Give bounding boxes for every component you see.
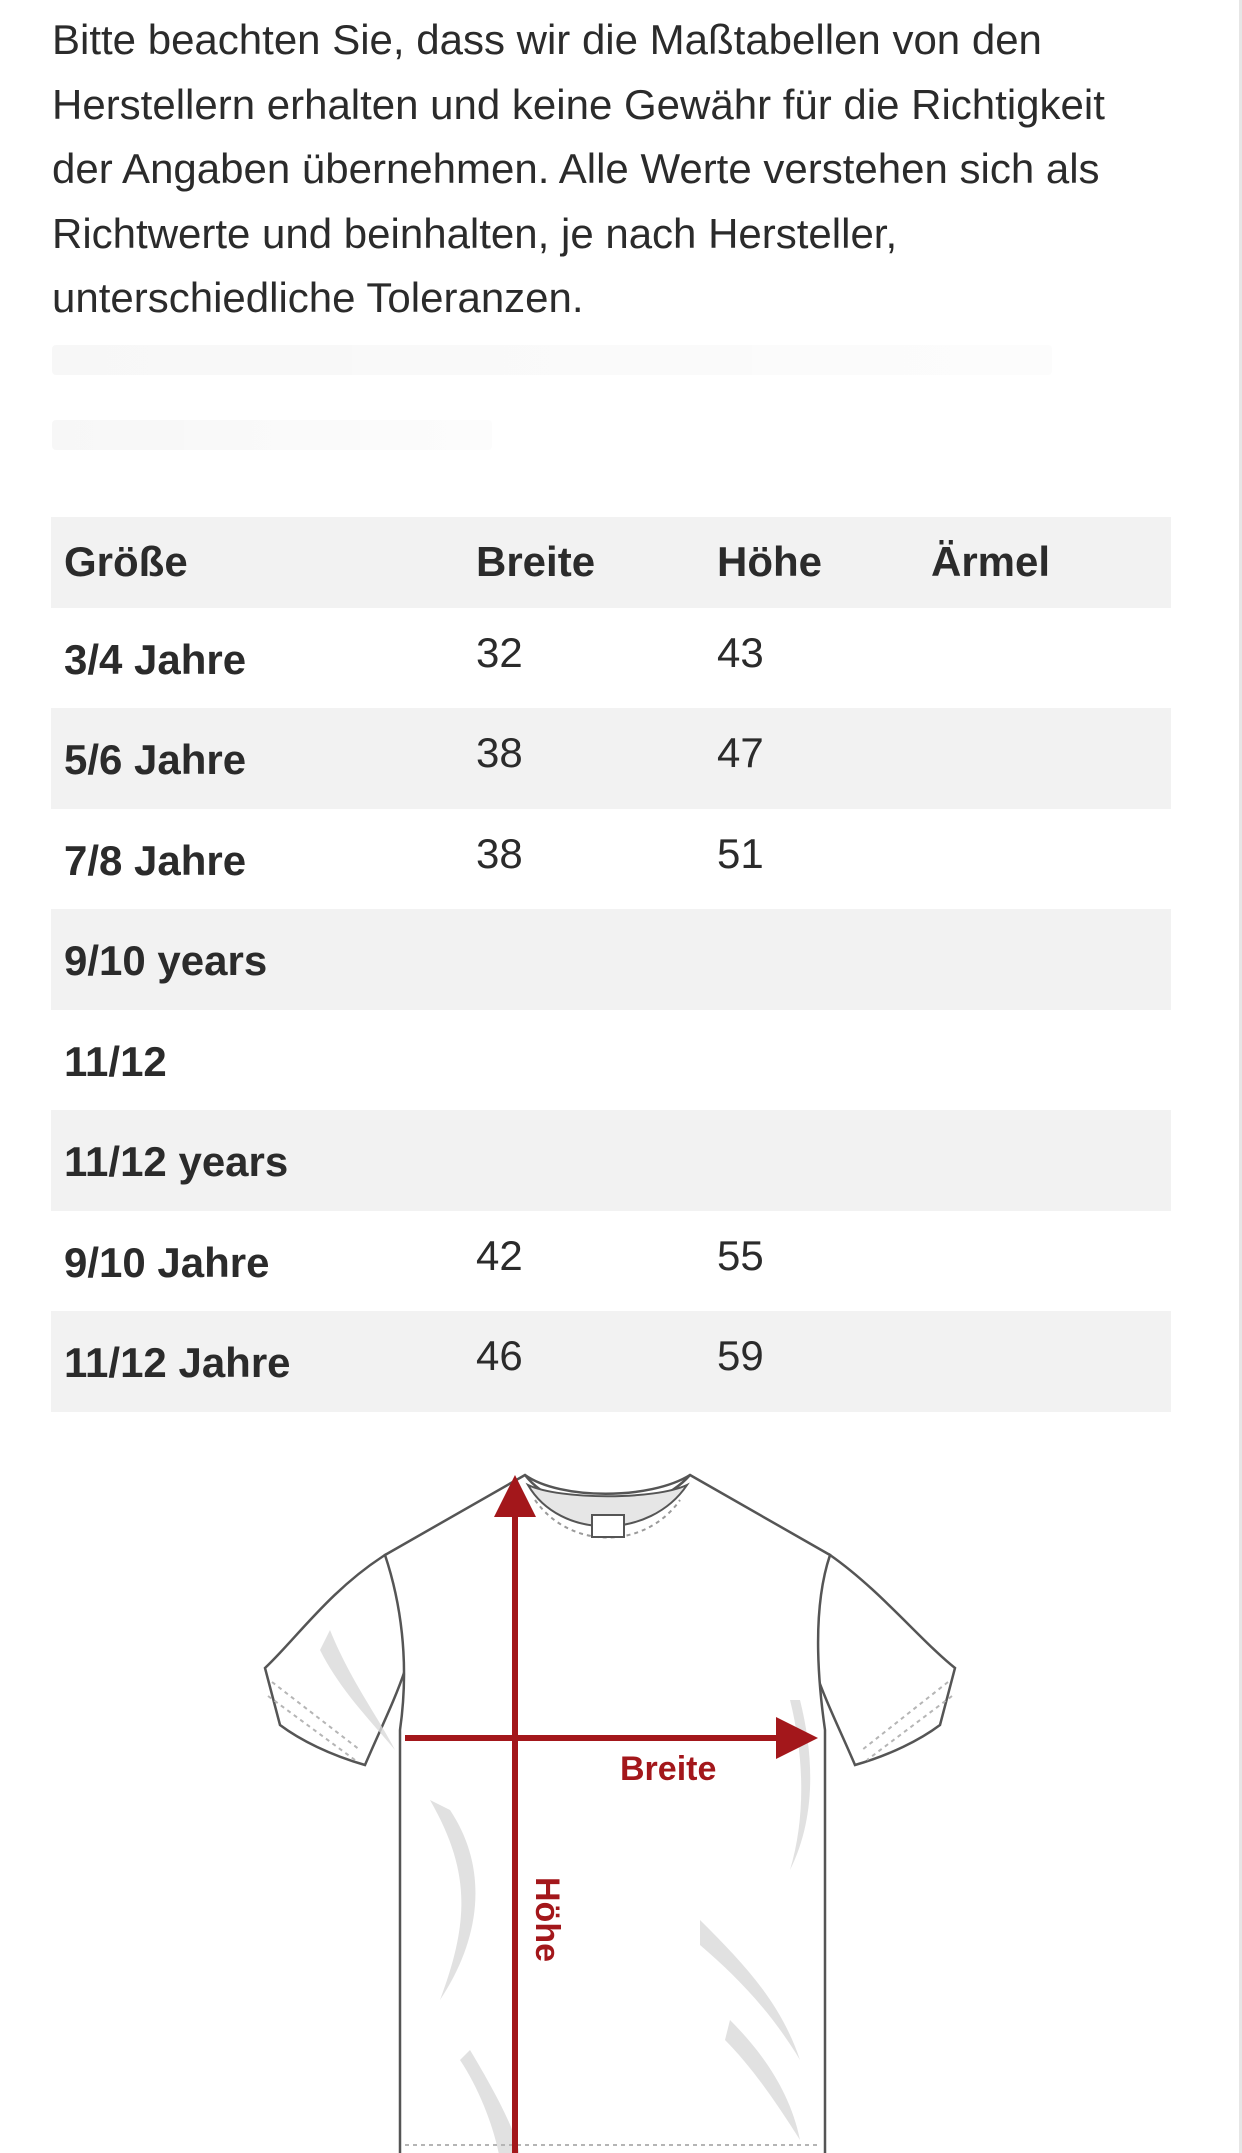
size-cell: 11/12 Jahre [51, 1311, 463, 1412]
faded-text-line [52, 420, 492, 450]
sleeve-cell [918, 1311, 1171, 1412]
size-cell: 5/6 Jahre [51, 708, 463, 809]
tshirt-illustration [0, 1400, 1242, 2153]
width-cell [463, 909, 704, 1010]
size-cell: 9/10 years [51, 909, 463, 1010]
header-height: Höhe [704, 517, 918, 608]
header-sleeve: Ärmel [918, 517, 1171, 608]
sleeve-cell [918, 1010, 1171, 1111]
size-cell: 9/10 Jahre [64, 1238, 270, 1286]
height-cell: 59 [704, 1311, 918, 1412]
table-row [51, 909, 1171, 1010]
faded-text-line [52, 345, 1052, 375]
sleeve-cell [918, 809, 1171, 910]
size-cell: 7/8 Jahre [64, 836, 247, 884]
sleeve-cell [918, 708, 1171, 809]
width-cell: 32 [476, 628, 523, 676]
width-cell: 38 [476, 829, 523, 877]
width-cell [463, 1010, 704, 1111]
disclaimer-text: Bitte beachten Sie, dass wir die Maßtabellen von den Herstellern erhalten und keine Gewähr für die Richtigkeit der Angaben übernehmen. Alle Werte verstehen sich als Richtwerte und beinhalten, je nach Hersteller, unterschiedliche Toleranzen. [52, 16, 1105, 321]
table-row [51, 708, 1171, 809]
table-row [51, 809, 1171, 910]
header-size: Größe [51, 517, 463, 608]
table-row [51, 1010, 1171, 1111]
table-row [51, 1211, 1171, 1312]
sleeve-cell [918, 1110, 1171, 1211]
width-cell: 46 [463, 1311, 704, 1412]
height-cell: 55 [717, 1231, 764, 1279]
width-cell: 42 [476, 1231, 523, 1279]
size-table [51, 517, 1171, 1412]
height-cell: 51 [717, 829, 764, 877]
height-cell [704, 1110, 918, 1211]
size-cell: 11/12 [64, 1037, 167, 1085]
width-label: Breite [620, 1750, 717, 1788]
height-cell [704, 909, 918, 1010]
width-cell: 38 [463, 708, 704, 809]
table-row [51, 1311, 1171, 1412]
table-header-row [51, 517, 1171, 608]
table-row [51, 608, 1171, 709]
sleeve-cell [918, 1211, 1171, 1312]
size-cell: 11/12 years [51, 1110, 463, 1211]
neck-label [592, 1515, 624, 1537]
width-cell [463, 1110, 704, 1211]
table-row [51, 1110, 1171, 1211]
height-cell [704, 1010, 918, 1111]
height-label: Höhe [528, 1877, 566, 1962]
sleeve-cell [918, 608, 1171, 709]
height-cell: 43 [717, 628, 764, 676]
header-width: Breite [463, 517, 704, 608]
size-cell: 3/4 Jahre [64, 635, 247, 683]
tshirt-measurement-diagram [0, 1400, 1242, 2153]
sleeve-cell [918, 909, 1171, 1010]
height-cell: 47 [704, 708, 918, 809]
